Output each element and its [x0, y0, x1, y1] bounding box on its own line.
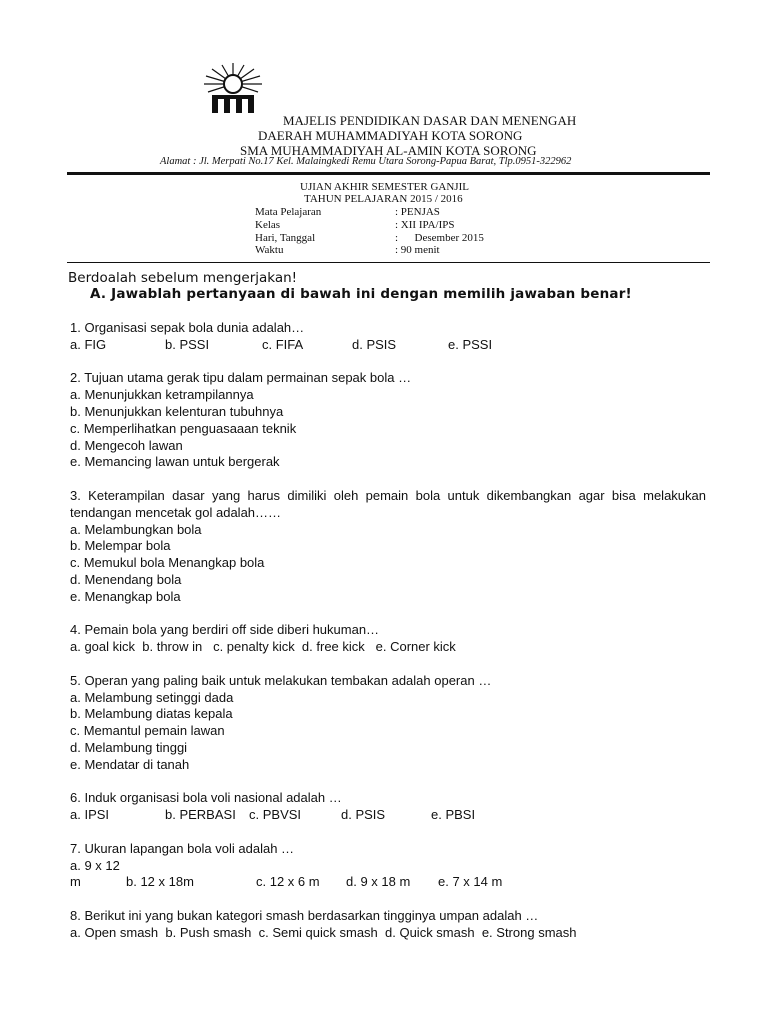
- question-text: 7. Ukuran lapangan bola voli adalah …: [70, 840, 295, 856]
- option: a. Melambungkan bola: [70, 521, 202, 537]
- option: c. FIFA: [262, 336, 304, 352]
- header-line-1: MAJELIS PENDIDIKAN DASAR DAN MENENGAH: [283, 113, 577, 128]
- option: d. PSIS: [341, 807, 386, 823]
- question-text: 5. Operan yang paling baik untuk melakukan tembakan adalah operan …: [70, 672, 492, 688]
- question-2: [70, 370, 706, 471]
- question-text: 2. Tujuan utama gerak tipu dalam permainan sepak bola …: [70, 370, 412, 386]
- question-text: 8. Berikut ini yang bukan kategori smash berdasarkan tingginya umpan adalah …: [70, 907, 539, 923]
- muhammadiyah-logo-icon: [200, 62, 266, 114]
- meta-label: Mata Pelajaran: [255, 206, 322, 218]
- meta-value: : PENJAS: [395, 206, 440, 218]
- option: a. Melambung setinggi dada: [70, 689, 234, 705]
- option: a. goal kick b. throw in c. penalty kick d. free kick e. Corner kick: [70, 639, 456, 655]
- meta-label: Hari, Tanggal: [255, 232, 316, 244]
- question-4: [70, 622, 706, 656]
- question-3: [70, 488, 706, 606]
- question-text: 3. Keterampilan dasar yang harus dimiliki oleh pemain bola untuk dikembangkan agar bisa melakukan tendangan mencetak gol adalah……: [70, 487, 706, 520]
- option: b. Melambung diatas kepala: [70, 706, 233, 722]
- question-text: 6. Induk organisasi bola voli nasional adalah …: [70, 790, 342, 806]
- option: a. IPSI: [70, 807, 110, 823]
- section-heading: A. Jawablah pertanyaan di bawah ini dengan memilih jawaban benar!: [90, 286, 632, 302]
- question-list: [70, 320, 706, 958]
- option: a. FIG: [70, 336, 107, 352]
- meta-value: : XII IPA/IPS: [395, 219, 455, 231]
- option: b. Menunjukkan kelenturan tubuhnya: [70, 403, 284, 419]
- option: e. Mendatar di tanah: [70, 756, 190, 772]
- option: c. Memukul bola Menangkap bola: [70, 555, 265, 571]
- exam-year: TAHUN PELAJARAN 2015 / 2016: [304, 193, 463, 205]
- option: c. Memantul pemain lawan: [70, 723, 225, 739]
- question-7: [70, 841, 706, 891]
- school-address: Alamat : Jl. Merpati No.17 Kel. Malaingkedi Remu Utara Sorong-Papua Barat, Tlp.0951-322962: [160, 156, 572, 167]
- question-text: 4. Pemain bola yang berdiri off side diberi hukuman…: [70, 622, 380, 638]
- question-5: [70, 673, 706, 774]
- option: e. Memancing lawan untuk bergerak: [70, 454, 280, 470]
- option: c. PBVSI: [249, 807, 302, 823]
- option: b. PERBASI: [165, 807, 236, 823]
- question-text: 1. Organisasi sepak bola dunia adalah…: [70, 320, 305, 335]
- meta-divider: [67, 262, 710, 263]
- intro-text: Berdoalah sebelum mengerjakan!: [68, 270, 298, 286]
- meta-value: : 90 menit: [395, 244, 440, 256]
- option: c. 12 x 6 m: [256, 874, 320, 890]
- option: a. Menunjukkan ketrampilannya: [70, 387, 254, 403]
- option: d. 9 x 18 m: [346, 874, 411, 890]
- option: e. Menangkap bola: [70, 588, 181, 604]
- meta-value: : Desember 2015: [395, 232, 484, 244]
- option: b. Melempar bola: [70, 538, 171, 554]
- option: a. 9 x 12 m: [70, 857, 120, 890]
- meta-label: Kelas: [255, 219, 281, 231]
- option: b. 12 x 18m: [126, 874, 194, 890]
- option: c. Memperlihatkan penguasaaan teknik: [70, 420, 297, 436]
- option: a. Open smash b. Push smash c. Semi quick smash d. Quick smash e. Strong smash: [70, 924, 577, 940]
- exam-title: UJIAN AKHIR SEMESTER GANJIL: [300, 181, 469, 193]
- option: b. PSSI: [165, 336, 210, 352]
- option: d. Menendang bola: [70, 571, 182, 587]
- question-1: [70, 320, 706, 354]
- option: d. PSIS: [352, 336, 397, 352]
- option: e. PSSI: [448, 336, 493, 352]
- header-divider: [67, 172, 710, 175]
- header-line-3: SMA MUHAMMADIYAH AL-AMIN KOTA SORONG: [240, 143, 537, 158]
- option: e. 7 x 14 m: [438, 874, 503, 890]
- option: e. PBSI: [431, 807, 476, 823]
- question-6: [70, 790, 706, 824]
- meta-label: Waktu: [255, 244, 284, 256]
- option: d. Mengecoh lawan: [70, 437, 183, 453]
- question-8: [70, 908, 706, 942]
- option: d. Melambung tinggi: [70, 739, 188, 755]
- header-line-2: DAERAH MUHAMMADIYAH KOTA SORONG: [258, 128, 523, 143]
